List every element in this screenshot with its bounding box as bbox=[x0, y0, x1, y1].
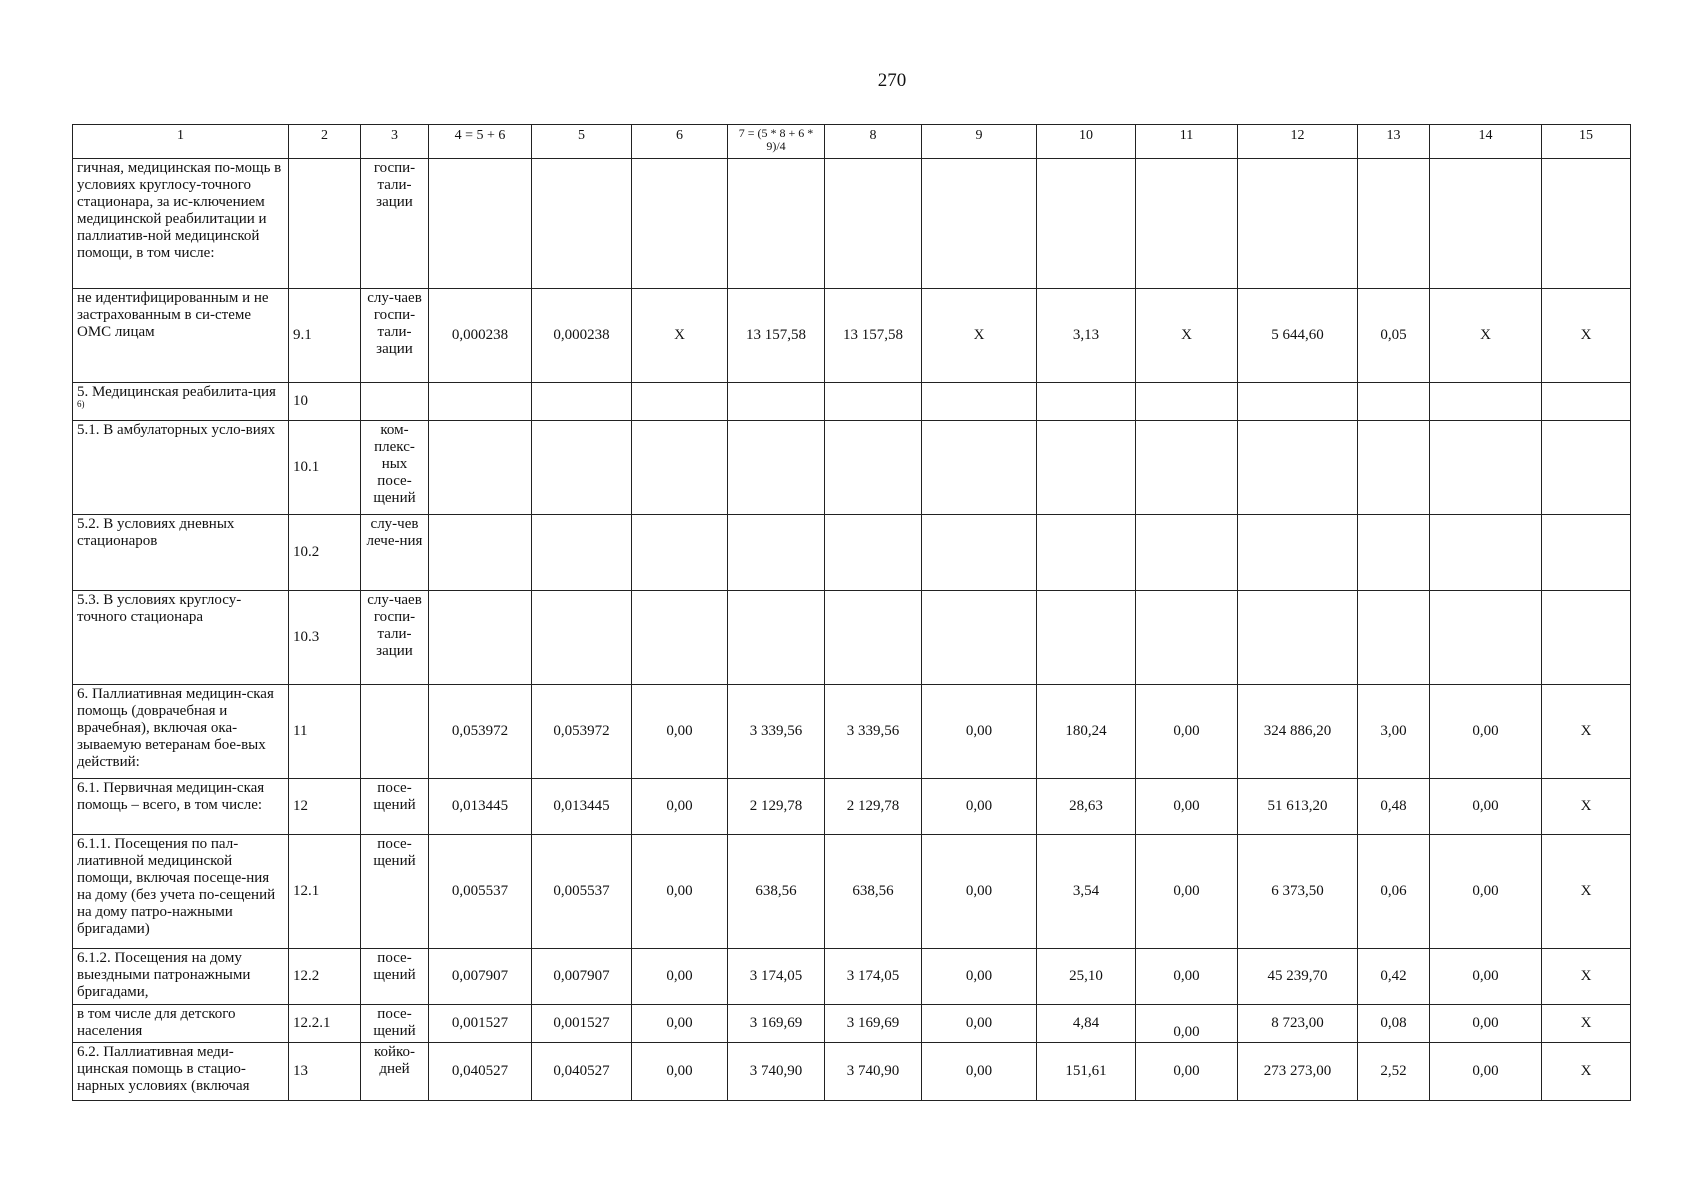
table-row bbox=[73, 289, 1631, 383]
value-cell bbox=[1430, 159, 1542, 289]
value-cell: 0,42 bbox=[1358, 949, 1430, 1005]
table-row bbox=[73, 591, 1631, 685]
value-cell: 0,00 bbox=[922, 779, 1037, 835]
row-code: 12.2 bbox=[289, 949, 361, 1005]
row-name bbox=[73, 421, 289, 515]
value-cell bbox=[728, 515, 825, 591]
value-cell bbox=[1542, 515, 1631, 591]
value-cell: 8 723,00 bbox=[1238, 1005, 1358, 1043]
value-cell: X bbox=[1136, 289, 1238, 383]
row-name-text: 6.1. Первичная медицин-ская помощь – всего, в том числе: bbox=[77, 780, 265, 813]
value-cell bbox=[1037, 591, 1136, 685]
value-cell bbox=[728, 421, 825, 515]
value-cell bbox=[922, 591, 1037, 685]
value-cell: 0,00 bbox=[1136, 1043, 1238, 1101]
row-name-text: 6. Паллиативная медицин-ская помощь (доврачебная и врачебная), включая ока-зываемую ветеранам бое-вых действий: bbox=[77, 686, 274, 770]
row-name-text: в том числе для детского населения bbox=[77, 1006, 236, 1039]
value-cell bbox=[532, 591, 632, 685]
value-cell bbox=[429, 383, 532, 421]
row-name bbox=[73, 515, 289, 591]
value-cell: 324 886,20 bbox=[1238, 685, 1358, 779]
value-cell bbox=[1238, 515, 1358, 591]
header-cell: 7 = (5 * 8 + 6 * 9)/4 bbox=[728, 125, 825, 159]
value-cell: 45 239,70 bbox=[1238, 949, 1358, 1005]
value-cell: 0,00 bbox=[922, 835, 1037, 949]
value-cell bbox=[1542, 159, 1631, 289]
row-unit: посе-щений bbox=[361, 1005, 429, 1043]
value-cell: 0,00 bbox=[1136, 1005, 1238, 1043]
value-cell: 13 157,58 bbox=[728, 289, 825, 383]
value-cell bbox=[1430, 383, 1542, 421]
value-cell: 3 339,56 bbox=[825, 685, 922, 779]
row-code bbox=[289, 159, 361, 289]
value-cell: 3 339,56 bbox=[728, 685, 825, 779]
value-cell: 0,06 bbox=[1358, 835, 1430, 949]
value-cell: 0,00 bbox=[1136, 949, 1238, 1005]
value-cell: 0,007907 bbox=[429, 949, 532, 1005]
row-name bbox=[73, 685, 289, 779]
table-row bbox=[73, 383, 1631, 421]
value-cell bbox=[1238, 159, 1358, 289]
value-cell bbox=[532, 159, 632, 289]
value-cell bbox=[1358, 421, 1430, 515]
value-cell bbox=[532, 383, 632, 421]
value-cell: 0,013445 bbox=[532, 779, 632, 835]
row-code: 10.3 bbox=[289, 591, 361, 685]
value-cell bbox=[632, 383, 728, 421]
value-cell: X bbox=[1542, 289, 1631, 383]
row-name bbox=[73, 835, 289, 949]
value-cell: 51 613,20 bbox=[1238, 779, 1358, 835]
value-cell: X bbox=[632, 289, 728, 383]
header-cell: 14 bbox=[1430, 125, 1542, 159]
row-code: 10.1 bbox=[289, 421, 361, 515]
value-cell bbox=[632, 421, 728, 515]
value-cell: 0,040527 bbox=[429, 1043, 532, 1101]
value-cell bbox=[532, 421, 632, 515]
value-cell bbox=[532, 515, 632, 591]
value-cell: X bbox=[1542, 779, 1631, 835]
value-cell: X bbox=[1430, 289, 1542, 383]
value-cell: 3,00 bbox=[1358, 685, 1430, 779]
value-cell: 151,61 bbox=[1037, 1043, 1136, 1101]
header-cell: 1 bbox=[73, 125, 289, 159]
value-cell bbox=[1136, 159, 1238, 289]
value-cell: 180,24 bbox=[1037, 685, 1136, 779]
value-cell: 5 644,60 bbox=[1238, 289, 1358, 383]
value-cell: 0,00 bbox=[1430, 685, 1542, 779]
value-cell: 0,00 bbox=[922, 1005, 1037, 1043]
value-cell bbox=[728, 591, 825, 685]
header-cell: 10 bbox=[1037, 125, 1136, 159]
table-row bbox=[73, 779, 1631, 835]
header-cell: 6 bbox=[632, 125, 728, 159]
value-cell bbox=[429, 515, 532, 591]
value-cell bbox=[825, 159, 922, 289]
value-cell bbox=[922, 421, 1037, 515]
value-cell: 2,52 bbox=[1358, 1043, 1430, 1101]
row-unit: слу-чаев госпи-тали-зации bbox=[361, 591, 429, 685]
header-cell: 12 bbox=[1238, 125, 1358, 159]
value-cell: 0,00 bbox=[1430, 1005, 1542, 1043]
value-cell: 3 174,05 bbox=[825, 949, 922, 1005]
value-cell bbox=[1358, 383, 1430, 421]
value-cell: 273 273,00 bbox=[1238, 1043, 1358, 1101]
value-cell bbox=[1037, 383, 1136, 421]
value-cell: X bbox=[922, 289, 1037, 383]
value-cell bbox=[1136, 515, 1238, 591]
row-name-text: 6.2. Паллиативная меди-цинская помощь в стацио-нарных условиях (включая bbox=[77, 1044, 250, 1094]
value-cell bbox=[922, 515, 1037, 591]
value-cell bbox=[1238, 591, 1358, 685]
table-row bbox=[73, 421, 1631, 515]
row-code: 11 bbox=[289, 685, 361, 779]
value-cell: 0,000238 bbox=[429, 289, 532, 383]
value-cell bbox=[1358, 515, 1430, 591]
value-cell: 0,00 bbox=[922, 949, 1037, 1005]
header-cell: 4 = 5 + 6 bbox=[429, 125, 532, 159]
value-cell: 28,63 bbox=[1037, 779, 1136, 835]
footnote-mark: 6) bbox=[77, 399, 85, 409]
table-row bbox=[73, 515, 1631, 591]
value-cell: X bbox=[1542, 835, 1631, 949]
value-cell: 3 740,90 bbox=[825, 1043, 922, 1101]
value-cell: X bbox=[1542, 685, 1631, 779]
value-cell: 0,00 bbox=[1430, 949, 1542, 1005]
row-code: 9.1 bbox=[289, 289, 361, 383]
row-name-text: не идентифицированным и не застрахованным в си-стеме ОМС лицам bbox=[77, 290, 269, 340]
value-cell bbox=[1542, 591, 1631, 685]
header-cell: 3 bbox=[361, 125, 429, 159]
table-row bbox=[73, 1043, 1631, 1101]
value-cell: 2 129,78 bbox=[825, 779, 922, 835]
value-cell: 0,053972 bbox=[429, 685, 532, 779]
value-cell: 0,00 bbox=[632, 835, 728, 949]
row-unit: ком-плекс-ных посе-щений bbox=[361, 421, 429, 515]
value-cell: X bbox=[1542, 1005, 1631, 1043]
header-cell: 5 bbox=[532, 125, 632, 159]
value-cell: 0,013445 bbox=[429, 779, 532, 835]
row-unit bbox=[361, 383, 429, 421]
row-name-text: гичная, медицинская по-мощь в условиях круглосу-точного стационара, за ис-ключением медицинской реабилитации и паллиатив-ной медицинской помощи, в том числе: bbox=[77, 160, 282, 261]
value-cell: 0,00 bbox=[1430, 835, 1542, 949]
value-cell bbox=[825, 421, 922, 515]
row-code: 13 bbox=[289, 1043, 361, 1101]
row-code: 10.2 bbox=[289, 515, 361, 591]
value-cell bbox=[1037, 515, 1136, 591]
value-cell: 3 740,90 bbox=[728, 1043, 825, 1101]
value-cell: X bbox=[1542, 1043, 1631, 1101]
header-cell: 11 bbox=[1136, 125, 1238, 159]
value-cell: 2 129,78 bbox=[728, 779, 825, 835]
table-row bbox=[73, 1005, 1631, 1043]
value-cell bbox=[922, 383, 1037, 421]
value-cell: 0,00 bbox=[922, 685, 1037, 779]
value-cell: X bbox=[1542, 949, 1631, 1005]
value-cell: 13 157,58 bbox=[825, 289, 922, 383]
row-code: 10 bbox=[289, 383, 361, 421]
value-cell bbox=[429, 591, 532, 685]
row-name bbox=[73, 383, 289, 421]
value-cell bbox=[1037, 159, 1136, 289]
row-name bbox=[73, 779, 289, 835]
data-table bbox=[72, 124, 1631, 1101]
value-cell: 0,005537 bbox=[532, 835, 632, 949]
value-cell bbox=[825, 515, 922, 591]
header-cell: 15 bbox=[1542, 125, 1631, 159]
row-name bbox=[73, 289, 289, 383]
value-cell: 0,00 bbox=[1430, 1043, 1542, 1101]
value-cell bbox=[1136, 591, 1238, 685]
value-cell: 0,001527 bbox=[532, 1005, 632, 1043]
row-unit: госпи-тали-зации bbox=[361, 159, 429, 289]
value-cell: 3,54 bbox=[1037, 835, 1136, 949]
page-number: 270 bbox=[877, 70, 907, 91]
row-name-text: 5.1. В амбулаторных усло-виях bbox=[77, 422, 276, 438]
value-cell: 638,56 bbox=[728, 835, 825, 949]
value-cell: 0,040527 bbox=[532, 1043, 632, 1101]
table-row bbox=[73, 949, 1631, 1005]
value-cell: 0,08 bbox=[1358, 1005, 1430, 1043]
row-unit: посе-щений bbox=[361, 949, 429, 1005]
value-cell: 0,00 bbox=[1136, 835, 1238, 949]
row-name bbox=[73, 159, 289, 289]
row-name bbox=[73, 1043, 289, 1101]
value-cell: 25,10 bbox=[1037, 949, 1136, 1005]
value-cell bbox=[728, 159, 825, 289]
row-unit bbox=[361, 685, 429, 779]
value-cell: 4,84 bbox=[1037, 1005, 1136, 1043]
value-cell bbox=[1037, 421, 1136, 515]
value-cell bbox=[429, 159, 532, 289]
header-row bbox=[73, 125, 1631, 159]
value-cell: 0,005537 bbox=[429, 835, 532, 949]
value-cell bbox=[1238, 421, 1358, 515]
value-cell: 0,00 bbox=[632, 685, 728, 779]
row-name bbox=[73, 949, 289, 1005]
header-cell: 13 bbox=[1358, 125, 1430, 159]
value-cell: 638,56 bbox=[825, 835, 922, 949]
value-cell: 0,00 bbox=[1136, 779, 1238, 835]
value-cell bbox=[1430, 421, 1542, 515]
row-code: 12.2.1 bbox=[289, 1005, 361, 1043]
header-cell: 2 bbox=[289, 125, 361, 159]
row-unit: слу-чаев госпи-тали-зации bbox=[361, 289, 429, 383]
value-cell: 0,00 bbox=[632, 949, 728, 1005]
row-name-text: 5.3. В условиях круглосу-точного стационара bbox=[77, 592, 242, 625]
row-code: 12.1 bbox=[289, 835, 361, 949]
value-cell bbox=[1136, 421, 1238, 515]
row-name-text: 6.1.1. Посещения по пал-лиативной медицинской помощи, включая посеще-ния на дому (без учета по-сещений на дому патро-нажными бригадами) bbox=[77, 836, 276, 937]
row-name bbox=[73, 1005, 289, 1043]
row-name-text: 5. Медицинская реабилита-ция bbox=[77, 384, 276, 400]
value-cell bbox=[922, 159, 1037, 289]
value-cell: 0,001527 bbox=[429, 1005, 532, 1043]
value-cell: 0,05 bbox=[1358, 289, 1430, 383]
value-cell: 0,00 bbox=[922, 1043, 1037, 1101]
value-cell bbox=[632, 159, 728, 289]
value-cell bbox=[1238, 383, 1358, 421]
row-name bbox=[73, 591, 289, 685]
header-cell: 8 bbox=[825, 125, 922, 159]
value-cell bbox=[1542, 421, 1631, 515]
value-cell bbox=[728, 383, 825, 421]
value-cell bbox=[1358, 591, 1430, 685]
value-cell bbox=[825, 383, 922, 421]
value-cell bbox=[1136, 383, 1238, 421]
value-cell: 3 169,69 bbox=[728, 1005, 825, 1043]
value-cell: 0,00 bbox=[1136, 685, 1238, 779]
row-name-text: 6.1.2. Посещения на дому выездными патронажными бригадами, bbox=[77, 950, 251, 1000]
value-cell: 3 174,05 bbox=[728, 949, 825, 1005]
value-cell bbox=[632, 591, 728, 685]
table-row bbox=[73, 685, 1631, 779]
value-cell: 3 169,69 bbox=[825, 1005, 922, 1043]
table-row bbox=[73, 835, 1631, 949]
value-cell: 0,000238 bbox=[532, 289, 632, 383]
value-cell: 3,13 bbox=[1037, 289, 1136, 383]
value-cell: 0,00 bbox=[1430, 779, 1542, 835]
value-cell bbox=[632, 515, 728, 591]
row-code: 12 bbox=[289, 779, 361, 835]
value-cell: 0,007907 bbox=[532, 949, 632, 1005]
row-unit: койко-дней bbox=[361, 1043, 429, 1101]
table-row bbox=[73, 159, 1631, 289]
row-name-text: 5.2. В условиях дневных стационаров bbox=[77, 516, 235, 549]
value-cell: 0,00 bbox=[632, 779, 728, 835]
value-cell bbox=[825, 591, 922, 685]
row-unit: слу-чев лече-ния bbox=[361, 515, 429, 591]
value-cell: 0,053972 bbox=[532, 685, 632, 779]
value-cell bbox=[1542, 383, 1631, 421]
value-cell: 0,48 bbox=[1358, 779, 1430, 835]
value-cell bbox=[1430, 591, 1542, 685]
value-cell bbox=[1430, 515, 1542, 591]
value-cell: 6 373,50 bbox=[1238, 835, 1358, 949]
value-cell bbox=[1358, 159, 1430, 289]
row-unit: посе-щений bbox=[361, 779, 429, 835]
value-cell: 0,00 bbox=[632, 1043, 728, 1101]
value-cell bbox=[429, 421, 532, 515]
row-unit: посе-щений bbox=[361, 835, 429, 949]
value-cell: 0,00 bbox=[632, 1005, 728, 1043]
header-cell: 9 bbox=[922, 125, 1037, 159]
